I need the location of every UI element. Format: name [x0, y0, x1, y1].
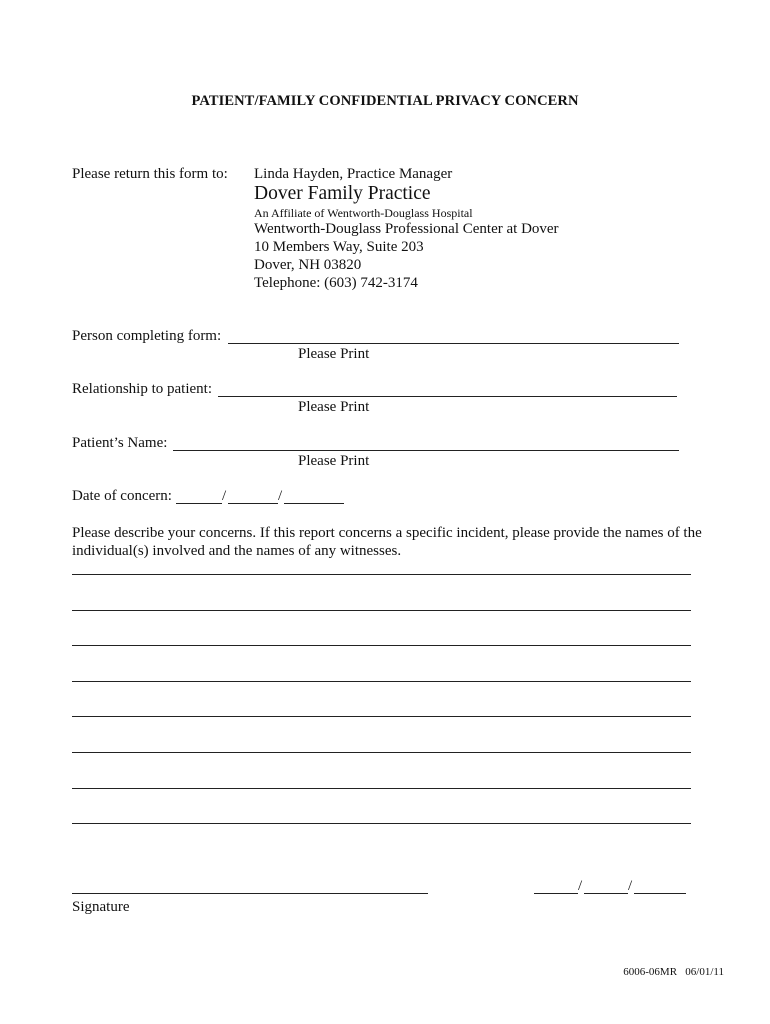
- address-line: Dover, NH 03820: [254, 257, 362, 273]
- telephone-line: Telephone: (603) 742-3174: [254, 275, 418, 291]
- date-separator: /: [222, 488, 227, 504]
- return-to-label: Please return this form to:: [72, 166, 228, 182]
- date-year-line[interactable]: [284, 503, 344, 504]
- please-print-hint: Please Print: [298, 453, 370, 469]
- concern-line[interactable]: [72, 681, 691, 682]
- relationship-line[interactable]: [218, 396, 677, 397]
- relationship-label: Relationship to patient:: [72, 381, 212, 397]
- person-completing-line[interactable]: [228, 343, 679, 344]
- address-line: 10 Members Way, Suite 203: [254, 239, 424, 255]
- concern-line[interactable]: [72, 823, 691, 824]
- please-print-hint: Please Print: [298, 346, 370, 362]
- concern-line[interactable]: [72, 788, 691, 789]
- signature-label: Signature: [72, 899, 130, 915]
- date-separator: /: [628, 878, 633, 894]
- signature-date-month-line[interactable]: [534, 893, 578, 894]
- form-number: 6006-06MR 06/01/11: [623, 966, 724, 978]
- contact-name: Linda Hayden, Practice Manager: [254, 166, 453, 182]
- concern-line[interactable]: [72, 574, 691, 575]
- date-separator: /: [278, 488, 283, 504]
- signature-date-day-line[interactable]: [584, 893, 628, 894]
- patient-name-line[interactable]: [173, 450, 679, 451]
- patient-name-label: Patient’s Name:: [72, 435, 168, 451]
- concern-prompt: Please describe your concerns. If this report concerns a specific incident, please provide the names of the: [72, 525, 702, 541]
- form-title: PATIENT/FAMILY CONFIDENTIAL PRIVACY CONCERN: [191, 93, 579, 109]
- concern-line[interactable]: [72, 610, 691, 611]
- person-completing-label: Person completing form:: [72, 328, 222, 344]
- concern-line[interactable]: [72, 752, 691, 753]
- affiliation-text: An Affiliate of Wentworth-Douglass Hospital: [254, 206, 473, 220]
- concern-line[interactable]: [72, 645, 691, 646]
- date-separator: /: [578, 878, 583, 894]
- date-month-line[interactable]: [176, 503, 222, 504]
- practice-name: Dover Family Practice: [254, 183, 431, 204]
- concern-prompt: individual(s) involved and the names of any witnesses.: [72, 543, 402, 559]
- date-of-concern-label: Date of concern:: [72, 488, 172, 504]
- address-line: Wentworth-Douglass Professional Center at Dover: [254, 221, 559, 237]
- signature-line[interactable]: [72, 893, 428, 894]
- signature-date-year-line[interactable]: [634, 893, 686, 894]
- date-day-line[interactable]: [228, 503, 278, 504]
- concern-line[interactable]: [72, 716, 691, 717]
- please-print-hint: Please Print: [298, 399, 370, 415]
